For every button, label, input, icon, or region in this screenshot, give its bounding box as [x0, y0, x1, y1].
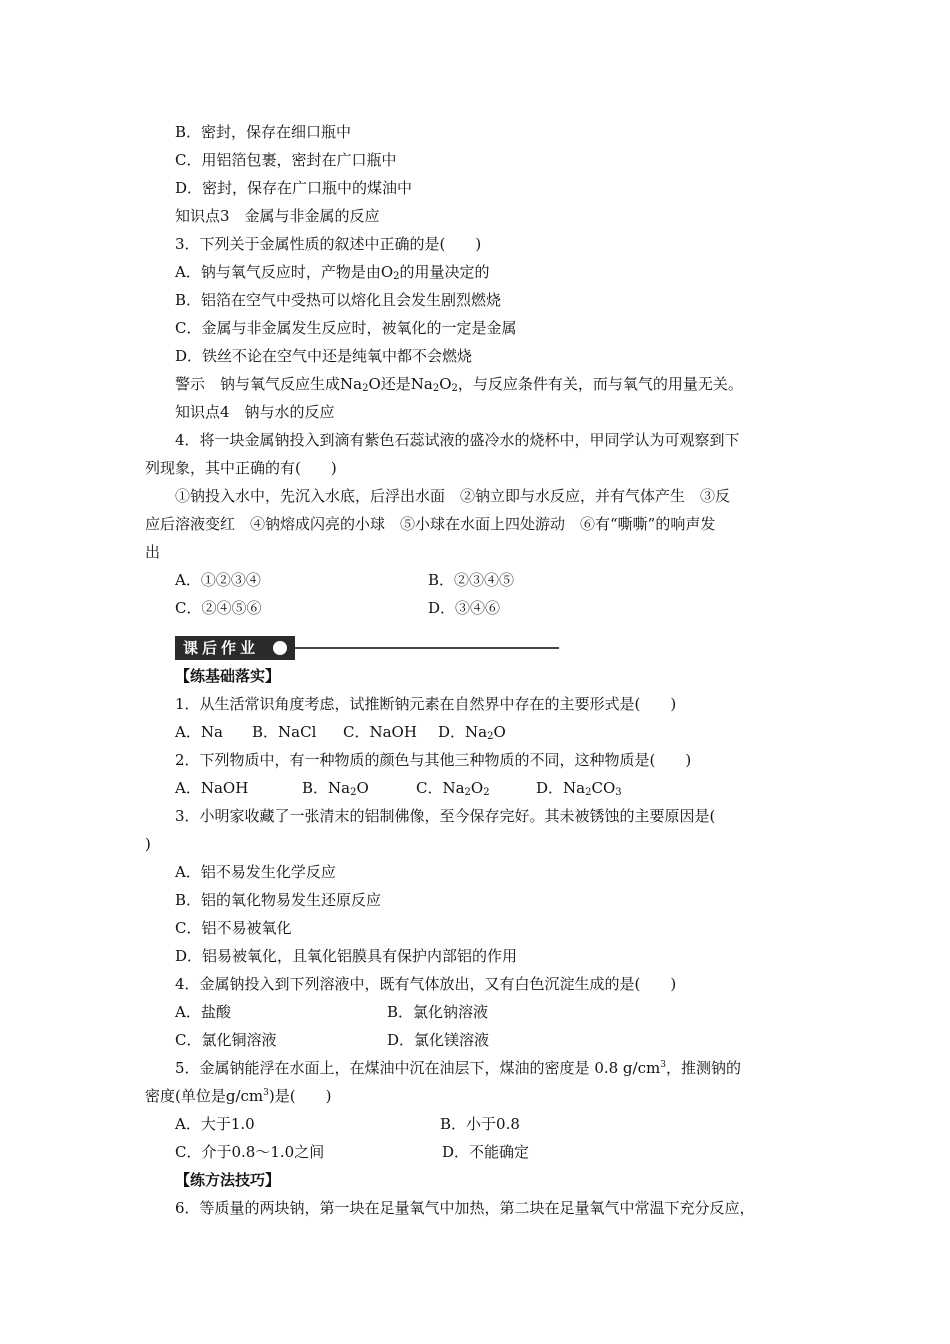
hw-question-5-line-2: 密度(单位是$g/cm^3$)是( ) — [145, 1087, 332, 1105]
q3-option-a: A．钠与氧气反应时，产物是由$O_2$的用量决定的 — [175, 263, 490, 282]
hw-question-2: 2．下列物质中，有一种物质的颜色与其他三种物质的不同，这种物质是( ) — [175, 751, 692, 769]
q4-option-a: A．①②③④ — [175, 571, 261, 589]
q4-option-d: D．③④⑥ — [428, 599, 501, 617]
hw-q1-option-d: D．$Na_2O$ — [438, 723, 506, 742]
hw-q4-option-c: C．氯化铜溶液 — [175, 1031, 277, 1049]
question-3: 3．下列关于金属性质的叙述中正确的是( ) — [175, 235, 482, 253]
knowledge-point-3-heading: 知识点3 金属与非金属的反应 — [175, 207, 380, 225]
q4-option-b: B．②③④⑤ — [428, 571, 515, 589]
hw-question-4: 4．金属钠投入到下列溶液中，既有气体放出，又有白色沉淀生成的是( ) — [175, 975, 677, 993]
q3-option-d: D．铁丝不论在空气中还是纯氧中都不会燃烧 — [175, 347, 473, 365]
question-4-line-1: 4．将一块金属钠投入到滴有紫色石蕊试液的盛冷水的烧杯中，甲同学认为可观察到下 — [175, 431, 740, 449]
hw-q1-option-b: B．NaCl — [252, 723, 317, 741]
hw-q1-option-a: A．Na — [175, 723, 223, 741]
option-c: C．用铝箔包裹，密封在广口瓶中 — [175, 151, 397, 169]
hw-question-3-line-2: ) — [145, 835, 151, 853]
hw-q5-option-b: B．小于0.8 — [440, 1115, 520, 1133]
observations-line-2: 应后溶液变红 ④钠熔成闪亮的小球 ⑤小球在水面上四处游动 ⑥有“嘶嘶”的响声发 — [145, 515, 716, 533]
divider — [295, 647, 559, 649]
hw-q3-option-b: B．铝的氧化物易发生还原反应 — [175, 891, 382, 909]
q4-option-c: C．②④⑤⑥ — [175, 599, 262, 617]
q3-option-c: C．金属与非金属发生反应时，被氧化的一定是金属 — [175, 319, 517, 337]
option-d: D．密封，保存在广口瓶中的煤油中 — [175, 179, 413, 197]
hw-q4-option-d: D．氯化镁溶液 — [387, 1031, 490, 1049]
hw-q3-option-c: C．铝不易被氧化 — [175, 919, 292, 937]
hw-q2-option-b: B．$Na_2O$ — [302, 779, 369, 798]
bullet-icon — [273, 641, 287, 655]
hw-question-6: 6．等质量的两块钠，第一块在足量氧气中加热，第二块在足量氧气中常温下充分反应， — [175, 1199, 755, 1217]
question-4-line-2: 列现象，其中正确的有( ) — [145, 459, 337, 477]
hw-q2-option-a: A．NaOH — [175, 779, 249, 797]
section-basic-heading: 【练基础落实】 — [175, 667, 281, 685]
hw-q5-option-d: D．不能确定 — [442, 1143, 530, 1161]
knowledge-point-4-heading: 知识点4 钠与水的反应 — [175, 403, 335, 421]
option-b: B．密封，保存在细口瓶中 — [175, 123, 352, 141]
hw-q3-option-a: A．铝不易发生化学反应 — [175, 863, 336, 881]
hw-q5-option-c: C．介于0.8～1.0之间 — [175, 1143, 325, 1161]
q3-option-b: B．铝箔在空气中受热可以熔化且会发生剧烈燃烧 — [175, 291, 502, 309]
hw-question-1: 1．从生活常识角度考虑，试推断钠元素在自然界中存在的主要形式是( ) — [175, 695, 677, 713]
hw-q3-option-d: D．铝易被氧化，且氧化铝膜具有保护内部铝的作用 — [175, 947, 518, 965]
hw-question-5-line-1: 5．金属钠能浮在水面上，在煤油中沉在油层下，煤油的密度是 0.8 $g/cm^3$，推测钠的 — [175, 1059, 741, 1077]
hw-q2-option-d: D．$Na_2CO_3$ — [536, 779, 622, 798]
hw-q2-option-c: C．$Na_2O_2$ — [416, 779, 490, 798]
homework-banner — [175, 636, 559, 660]
hw-question-3-line-1: 3．小明家收藏了一张清末的铝制佛像，至今保存完好。其未被锈蚀的主要原因是( — [175, 807, 716, 825]
warning-note: 警示 钠与氧气反应生成$Na_2O$还是$Na_2O_2$，与反应条件有关，而与氧气的用量无关。 — [175, 375, 743, 394]
hw-q4-option-a: A．盐酸 — [175, 1003, 231, 1021]
hw-q5-option-a: A．大于1.0 — [175, 1115, 255, 1133]
hw-q4-option-b: B．氯化钠溶液 — [387, 1003, 489, 1021]
observations-line-1: ①钠投入水中，先沉入水底，后浮出水面 ②钠立即与水反应，并有气体产生 ③反 — [175, 487, 731, 505]
banner-title: 课后作业 — [183, 639, 260, 657]
observations-line-3: 出 — [145, 543, 161, 561]
hw-q1-option-c: C．NaOH — [343, 723, 417, 741]
section-methods-heading: 【练方法技巧】 — [175, 1171, 281, 1189]
